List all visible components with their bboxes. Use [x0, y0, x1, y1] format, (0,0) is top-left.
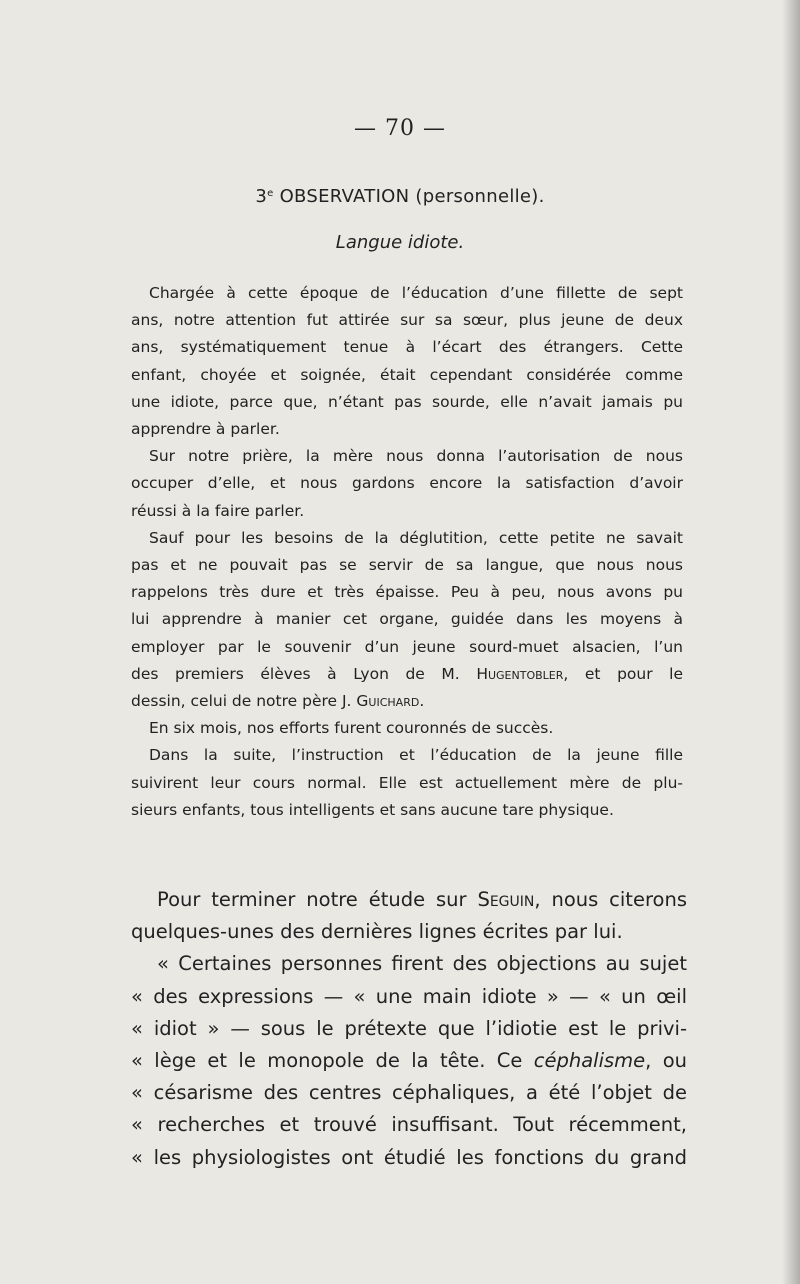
person-name-hugentobler: Hugentobler [476, 664, 564, 683]
main-text-line: « recherches et trouvé insuffisant. Tout récemment, [131, 1113, 687, 1137]
main-text-line [131, 1045, 687, 1077]
observation-line: ans, notre attention fut attirée sur sa sœur, plus jeune de deux [131, 311, 683, 330]
observation-title-text: OBSERVATION (personnelle). [273, 186, 545, 207]
observation-line [131, 661, 683, 688]
observation-line: enfant, choyée et soignée, était cependant considérée comme [131, 365, 683, 384]
observation-title-number: 3 [255, 186, 268, 207]
page-number: — 70 — [354, 116, 446, 141]
main-text-line: « des expressions — « une main idiote » — « un œil [131, 984, 687, 1008]
observation-line: Sauf pour les besoins de la déglutition, cette petite ne savait [149, 528, 683, 547]
observation-body [131, 280, 683, 824]
observation-title [0, 186, 800, 207]
main-text-line: « les physiologistes ont étudié les fonctions du grand [131, 1145, 687, 1169]
observation-line: apprendre à parler. [131, 420, 280, 439]
main-text-fragment: Pour terminer notre étude sur [157, 888, 478, 911]
observation-line: une idiote, parce que, n’étant pas sourde, elle n’avait jamais pu [131, 392, 683, 411]
observation-line: ans, systématiquement tenue à l’écart des étrangers. Cette [131, 338, 683, 357]
main-text-line: « Certaines personnes firent des objections au sujet [157, 952, 687, 976]
observation-subtitle: Langue idiote. [335, 232, 465, 253]
main-text-line: « idiot » — sous le prétexte que l’idiotie est le privi- [131, 1016, 687, 1040]
observation-line: employer par le souvenir d’un jeune sourd-muet alsacien, l’un [131, 637, 683, 656]
observation-line: occuper d’elle, et nous gardons encore la satisfaction d’avoir [131, 474, 683, 493]
observation-line: Dans la suite, l’instruction et l’éducation de la jeune fille [149, 746, 683, 765]
person-name-seguin: Seguin [477, 888, 535, 911]
main-text-fragment: , nous citerons [534, 888, 687, 911]
observation-line: Chargée à cette époque de l’éducation d’une fillette de sept [149, 284, 683, 302]
main-text-fragment: , ou [645, 1049, 687, 1073]
observation-line-text: dessin, celui de notre père J. [131, 692, 352, 711]
observation-line: lui apprendre à manier cet organe, guidée dans les moyens à [131, 610, 683, 629]
observation-line: suivirent leur cours normal. Elle est actuellement mère de plu- [131, 773, 683, 792]
main-text-line: « césarisme des centres céphaliques, a été l’objet de [131, 1081, 687, 1105]
observation-title-superscript: e [267, 188, 274, 199]
observation-line-text: , et pour le [563, 664, 683, 683]
main-text-fragment: « lège et le monopole de la tête. Ce [131, 1049, 534, 1073]
observation-line: pas et ne pouvait pas se servir de sa langue, que nous nous [131, 556, 683, 575]
emphasis-cephalisme: céphalisme [533, 1049, 646, 1073]
person-name-guichard: Guichard [356, 692, 420, 711]
main-text-line [131, 884, 687, 916]
observation-line: rappelons très dure et très épaisse. Peu à peu, nous avons pu [131, 583, 683, 602]
observation-line: En six mois, nos efforts furent couronnés de succès. [149, 719, 554, 738]
observation-line-text: . [419, 692, 425, 711]
observation-line: Sur notre prière, la mère nous donna l’autorisation de nous [149, 447, 683, 466]
main-text-line: quelques-unes des dernières lignes écrites par lui. [131, 920, 623, 944]
observation-line [131, 688, 683, 715]
observation-line-text: des premiers élèves à Lyon de M. [131, 664, 460, 683]
main-text [131, 884, 687, 1174]
observation-line: sieurs enfants, tous intelligents et sans aucune tare physique. [131, 800, 614, 819]
observation-line: réussi à la faire parler. [131, 501, 305, 520]
